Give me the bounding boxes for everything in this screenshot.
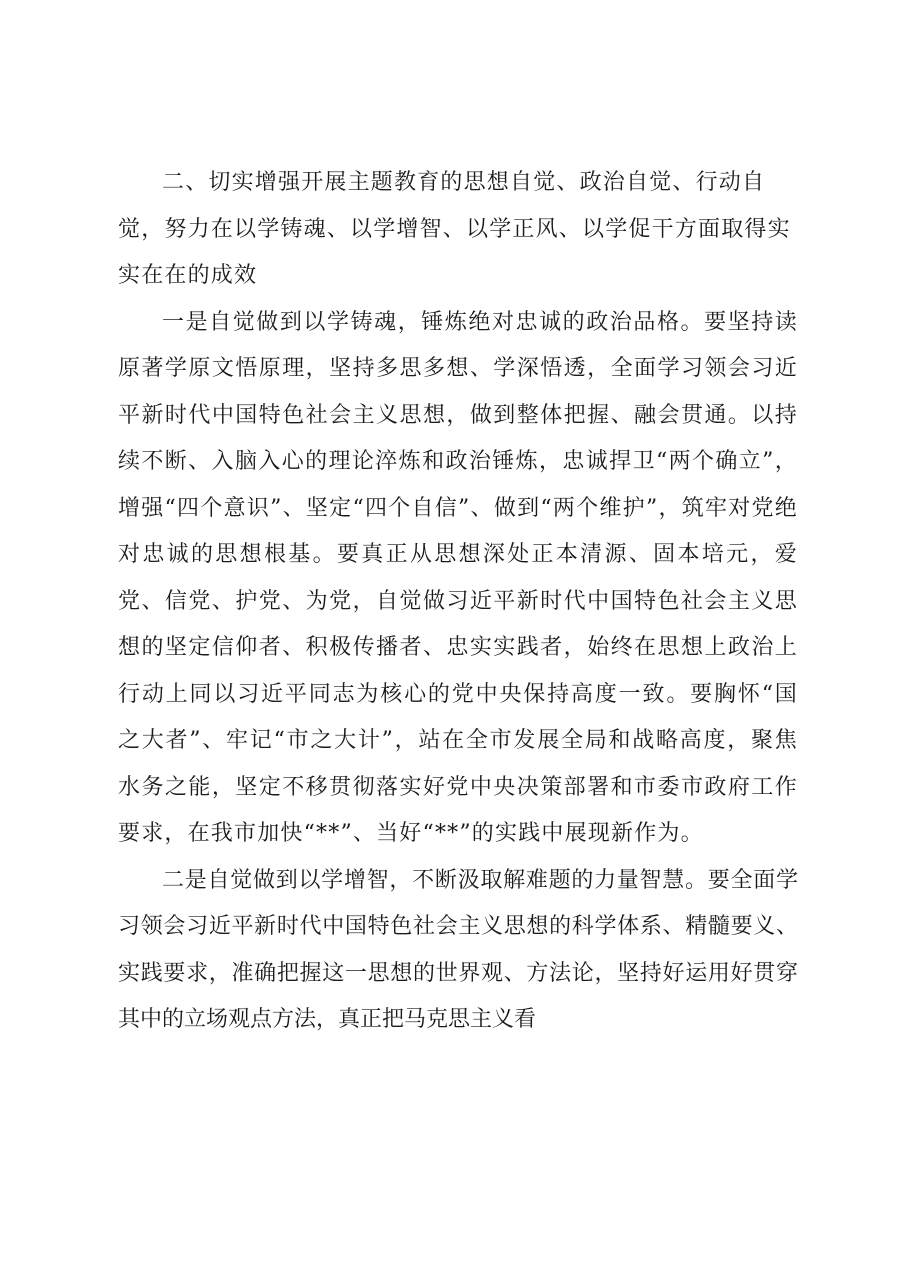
- paragraph-one: 一是自觉做到以学铸魂，锤炼绝对忠诚的政治品格。要坚持读原著学原文悟原理，坚持多思多想、学深悟透，全面学习领会习近平新时代中国特色社会主义思想，做到整体把握、融会贯通。以持续不断、入脑入心的理论淬炼和政治锤炼，忠诚捍卫“两个确立”，增强“四个意识”、坚定“四个自信”、做到“两个维护”，筑牢对党绝对忠诚的思想根基。要真正从思想深处正本清源、固本培元，爱党、信党、护党、为党，自觉做习近平新时代中国特色社会主义思想的坚定信仰者、积极传播者、忠实实践者，始终在思想上政治上行动上同以习近平同志为核心的党中央保持高度一致。要胸怀“国之大者”、牢记“市之大计”，站在全市发展全局和战略高度，聚焦水务之能，坚定不移贯彻落实好党中央决策部署和市委市政府工作要求，在我市加快“**”、当好“**”的实践中展现新作为。: [118, 309, 798, 846]
- paragraph-two: 二是自觉做到以学增智，不断汲取解难题的力量智慧。要全面学习领会习近平新时代中国特色社会主义思想的科学体系、精髓要义、实践要求，准确把握这一思想的世界观、方法论，坚持好运用好贯穿其中的立场观点方法，真正把马克思主义看: [118, 867, 798, 1032]
- document-body: [118, 160, 798, 1044]
- section-heading: 二、切实增强开展主题教育的思想自觉、政治自觉、行动自觉，努力在以学铸魂、以学增智、以学正风、以学促干方面取得实实在在的成效: [118, 170, 791, 288]
